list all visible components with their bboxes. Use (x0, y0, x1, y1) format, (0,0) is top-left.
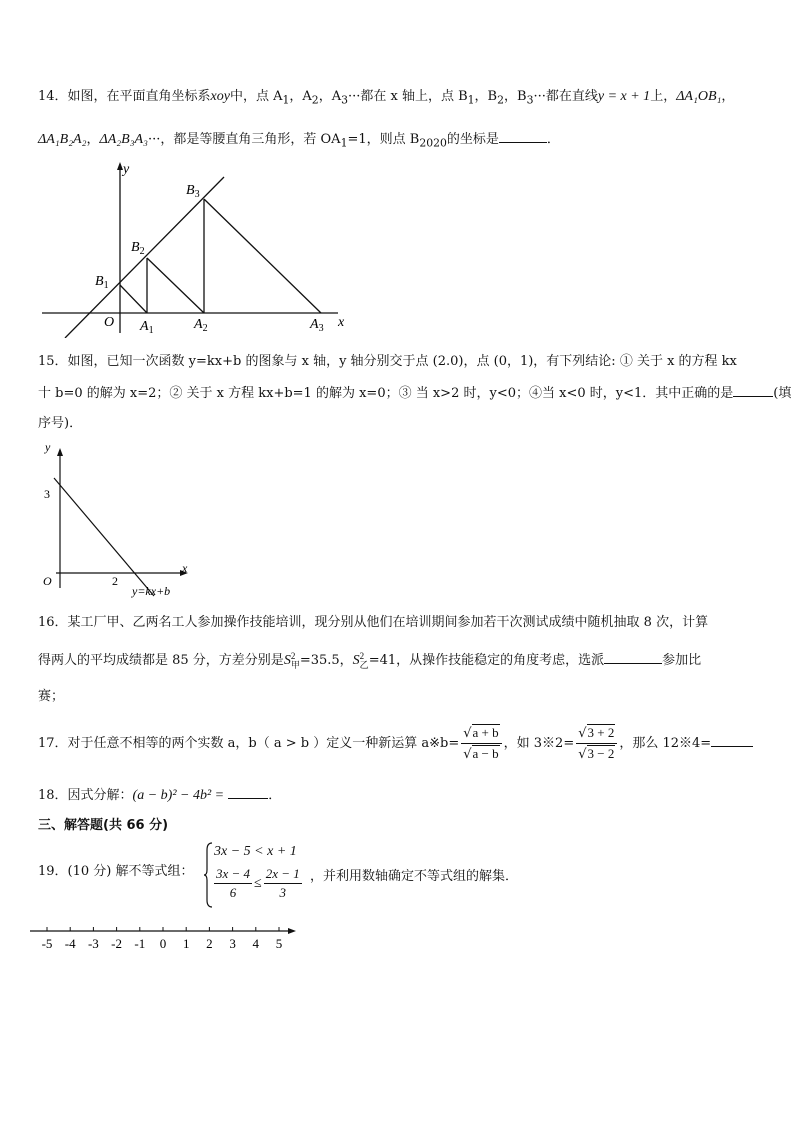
q14-label-x: x (338, 315, 345, 330)
number-line-label: -4 (64, 936, 76, 951)
q16-variance-jia: S 2 甲 (283, 650, 300, 670)
q14-label-a1: $A_1$ (140, 319, 154, 336)
number-line-label: -5 (41, 936, 53, 951)
q14-label-b1: $B_1$ (95, 274, 109, 291)
q16-variance-yi: S 2 乙 (352, 650, 369, 670)
q15-line-kx-b (54, 478, 154, 596)
q15-line3: 序号)． (38, 416, 83, 431)
q18-line: 18．因式分解：(a − b)² − 4b² = ． (38, 788, 282, 803)
q14-seg-b3a3 (204, 199, 321, 313)
q19-brace (204, 842, 207, 908)
number-line-label: 2 (206, 936, 213, 951)
q16-line1: 16．某工厂甲、乙两名工人参加操作技能培训，现分别从他们在培训期间参加若干次测试成绩中随机抽取 8 次，计算 (38, 615, 709, 630)
q14-seg-b2a2 (147, 258, 204, 313)
q16-answer-blank (604, 651, 662, 664)
q14-label-y: y (123, 162, 130, 177)
q14-figure (38, 158, 368, 338)
q17-fraction-definition: $\frac{√a + b}{√a - b}$ (461, 724, 501, 763)
number-line-label: -2 (111, 936, 123, 951)
q17-line: 17．对于任意不相等的两个实数 a，b（ a > b ）定义一种新运算 a※b= $\frac{√a + b}{√a - b}$ ，如 3※2= $\frac{√3 + 2}{√3 - 2}$ ，那么 12※4= (38, 724, 753, 766)
q14-line-equation: y = x + 1 (597, 89, 651, 104)
q18-expression: (a − b)² − 4b² = (132, 788, 225, 803)
number-line-label: 0 (159, 936, 167, 951)
q15-figure (36, 438, 196, 598)
q15-label-2: 2 (112, 574, 118, 588)
q14-answer-blank (499, 130, 547, 143)
q14-line-y-x-1 (65, 177, 224, 338)
number-line-label: -3 (87, 936, 99, 951)
q14-line2: ΔA₁B₂A₂，ΔA₂B₃A₃···，都是等腰直角三角形，若 $OA_1=1$，则点 $B_{2020}$的坐标是 ． (38, 132, 560, 150)
q15-label-x: x (182, 561, 188, 575)
q14-label-a2: $A_2$ (194, 317, 208, 334)
q15-label-3: 3 (44, 487, 50, 501)
q19-number-line[interactable] (30, 925, 300, 955)
number-line-label: 3 (229, 936, 236, 951)
number-line-label: 5 (275, 936, 283, 951)
q19-inequality-2: $\frac{3x - 4}{6}$ ≤ $\frac{2x - 1}{3}$ (216, 866, 300, 900)
q14-label-a3: $A_3$ (310, 317, 324, 334)
q15-line2: 十 b=0 的解为 x=2；② 关于 x 方程 kx+b=1 的解为 x=0；③ 当 x>2 时，y<0；④当 x<0 时，y<1．其中正确的是 (填 (38, 386, 792, 401)
q15-label-y: y (45, 440, 51, 454)
q14-label-b3: $B_3$ (186, 183, 200, 200)
q15-line1: 15．如图，已知一次函数 y=kx+b 的图象与 x 轴，y 轴分别交于点 (2.0)，点 (0，1)，有下列结论: ① 关于 x 的方程 kx (38, 354, 737, 369)
section-3-title: 三、解答题(共 66 分) (38, 818, 169, 833)
q14-triangle-3: ΔA₂B₃A₃ (99, 132, 148, 147)
q14-xoy: xoy (210, 89, 230, 104)
q18-answer-blank (228, 786, 268, 799)
q17-answer-blank (711, 734, 753, 747)
q17-fraction-example: $\frac{√3 + 2}{√3 - 2}$ (576, 724, 617, 763)
q14-label-b2: $B_2$ (131, 240, 145, 257)
q16-line2: 得两人的平均成绩都是 85 分，方差分别是S 2 甲 =35.5，S 2 乙 =41，从操作技能稳定的角度考虑，选派 参加比 (38, 650, 702, 670)
q14-seg-b1a1 (120, 285, 147, 313)
q19-lead: 19．(10 分) 解不等式组： (38, 864, 194, 879)
q15-label-origin: O (43, 574, 52, 588)
q14-triangle-1: ΔA₁OB₁ (676, 89, 722, 104)
q19-tail: ，并利用数轴确定不等式组的解集． (310, 869, 519, 884)
q16-line3: 赛； (38, 689, 65, 704)
number-line-label: -1 (134, 936, 146, 951)
q14-label-origin: O (104, 315, 115, 330)
q15-answer-blank (733, 384, 773, 397)
q14-triangle-2: ΔA₁B₂A₂ (38, 132, 87, 147)
number-line-label: 1 (182, 936, 190, 951)
q14-line1: 14．如图，在平面直角坐标系xoy中，点 $A_1$，$A_2$，$A_3\cdot\cdot\cdot$都在 x 轴上，点 $B_1$，$B_2$，$B_3\cdot\cdot\cdot$都在直线y = x + 1上，ΔA₁OB₁， (38, 89, 735, 107)
q19-inequality-1: 3x − 5 < x + 1 (214, 844, 297, 859)
number-line-label: 4 (252, 936, 260, 951)
q15-y-arrow (57, 448, 63, 456)
q19-number-line-arrow (288, 928, 296, 934)
q15-line-label: y=kx+b (132, 584, 171, 598)
